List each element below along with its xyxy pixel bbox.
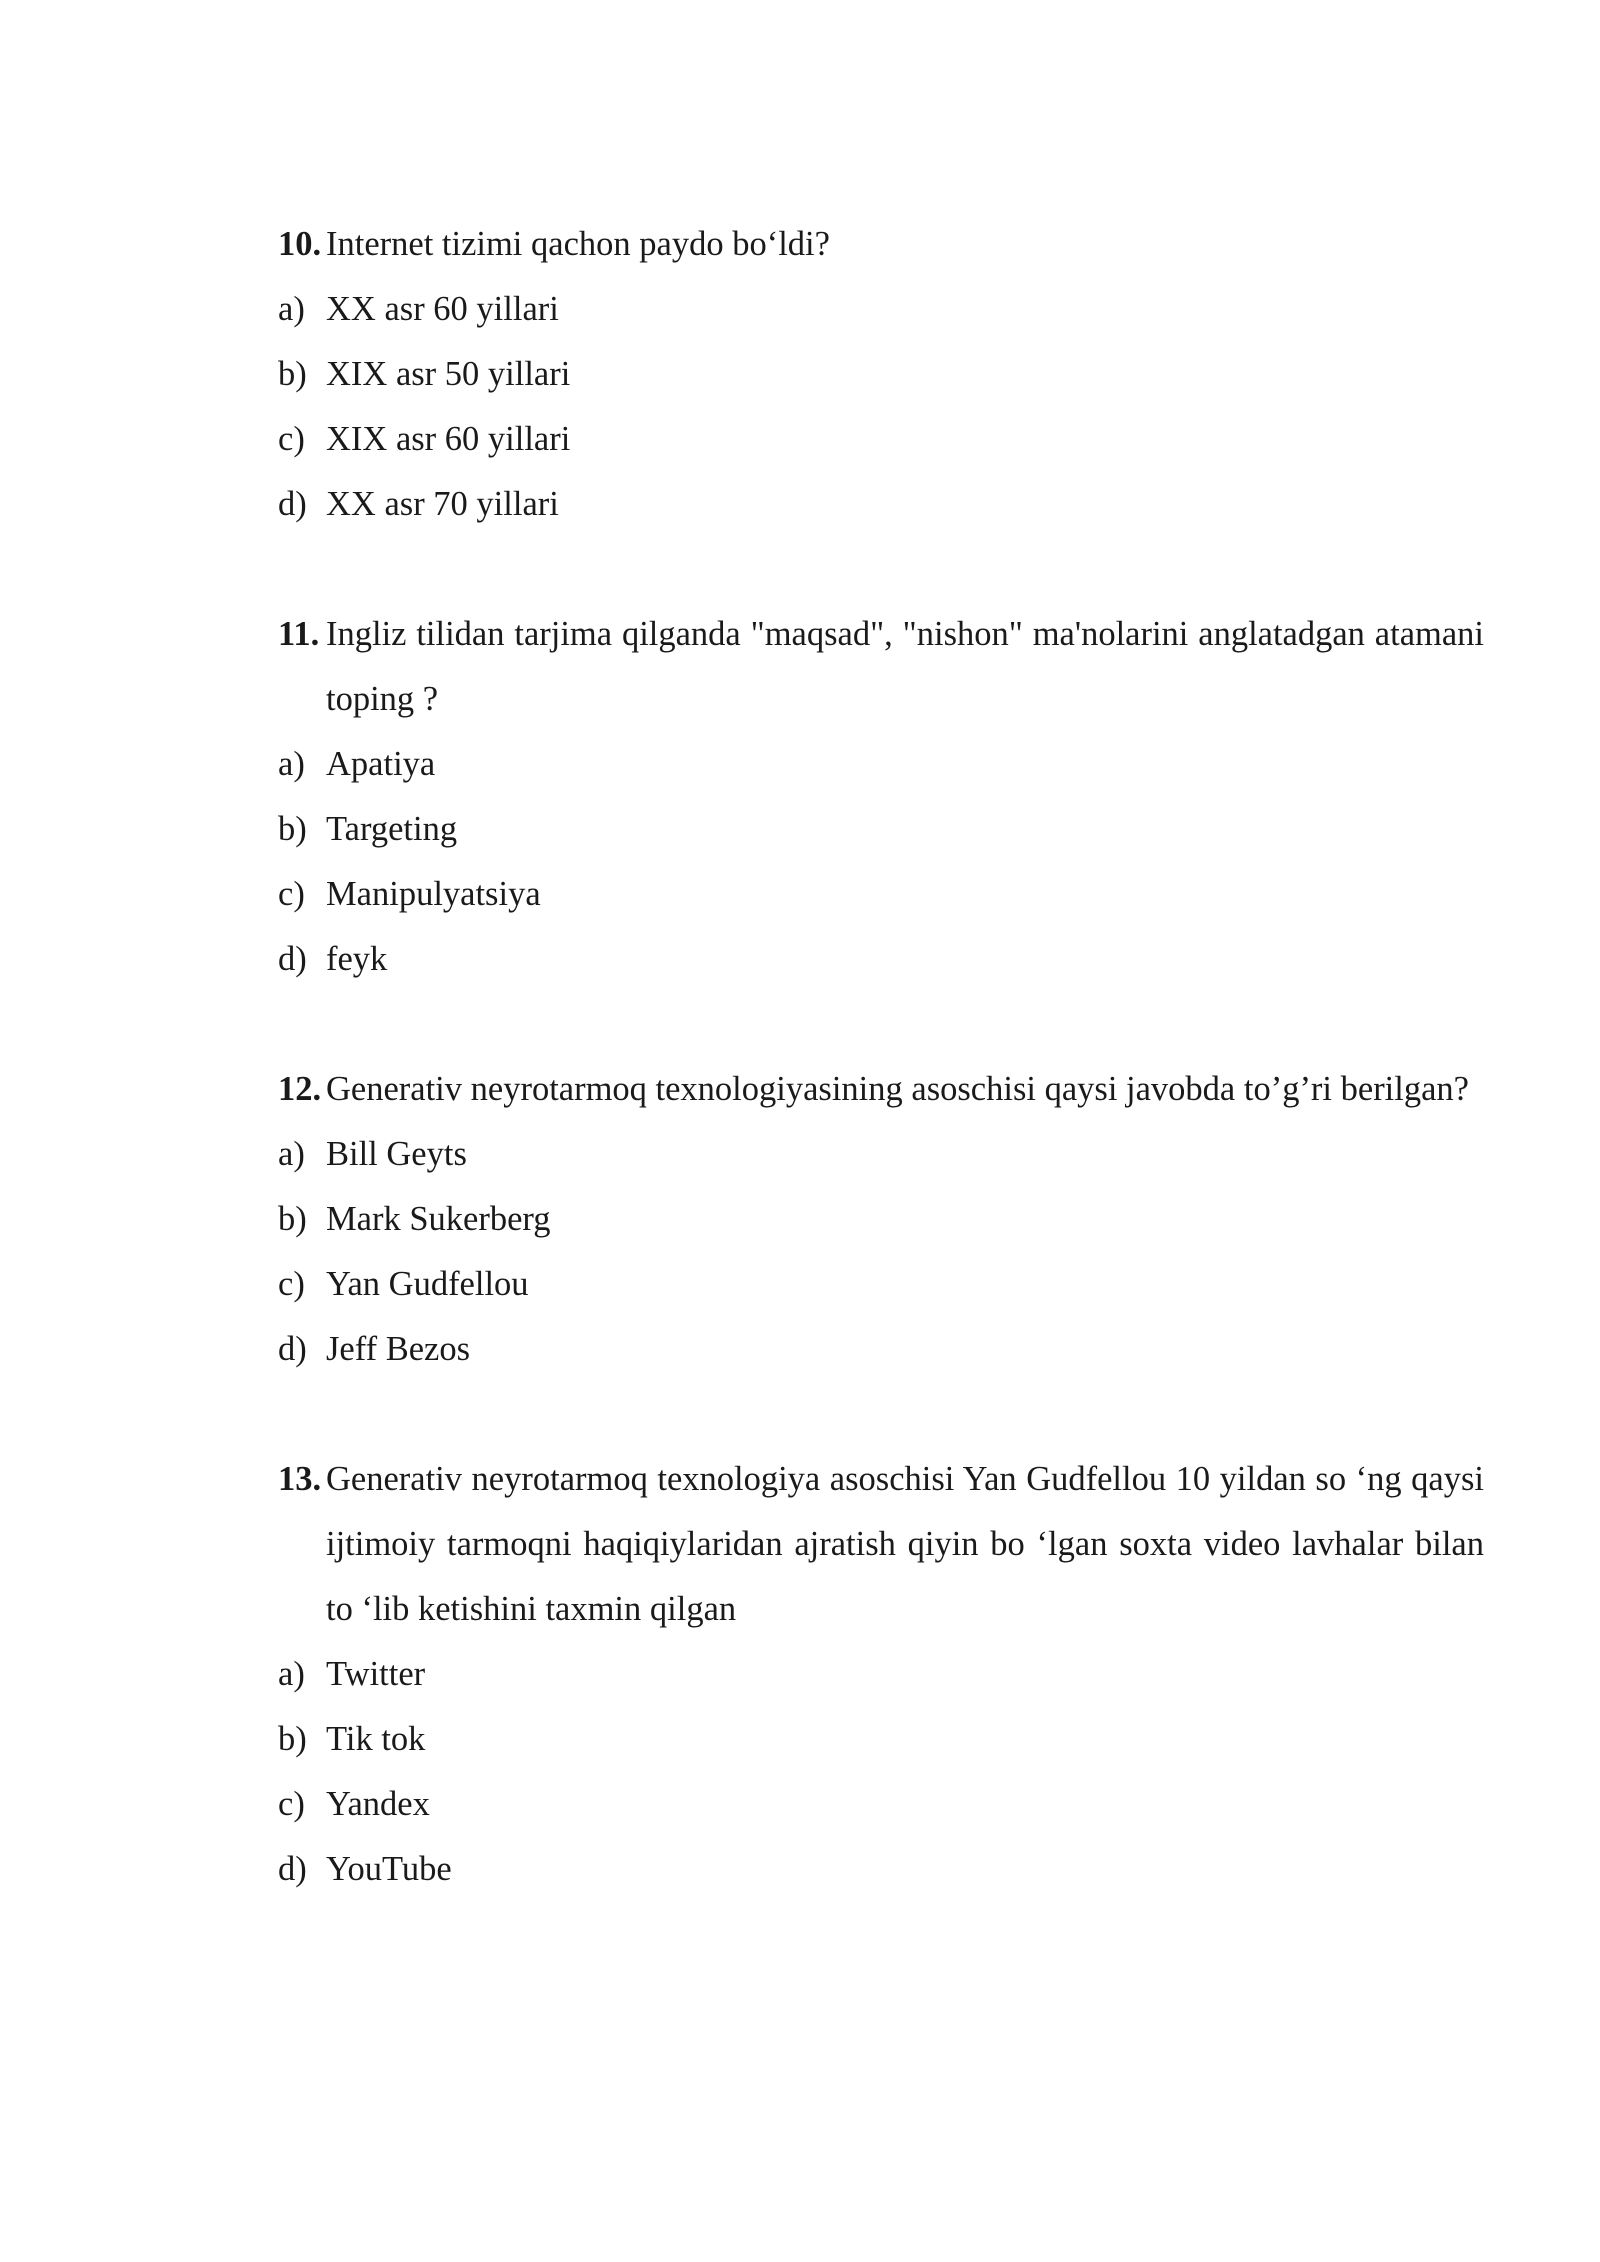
question-number: 12. xyxy=(278,1070,322,1108)
answer-option-c xyxy=(278,407,1484,472)
option-letter: a) xyxy=(278,1135,305,1173)
option-letter: c) xyxy=(278,1265,305,1303)
answer-option-b xyxy=(278,1187,1484,1252)
answer-option-d xyxy=(278,927,1484,992)
document-page xyxy=(278,212,1484,1967)
question-number: 10. xyxy=(278,225,322,263)
option-text: XIX asr 50 yillari xyxy=(326,355,571,393)
answer-option-a xyxy=(278,732,1484,797)
option-text: Jeff Bezos xyxy=(326,1330,471,1368)
option-text: Yan Gudfellou xyxy=(326,1265,529,1303)
answer-option-d xyxy=(278,1837,1484,1902)
answer-option-d xyxy=(278,472,1484,537)
option-letter: b) xyxy=(278,1720,307,1758)
option-letter: d) xyxy=(278,1330,307,1368)
answer-option-b xyxy=(278,342,1484,407)
question-header xyxy=(278,602,1484,732)
option-text: Tik tok xyxy=(326,1720,426,1758)
option-text: XIX asr 60 yillari xyxy=(326,420,571,458)
question-13 xyxy=(278,1447,1484,1902)
option-letter: a) xyxy=(278,290,305,328)
option-text: Bill Geyts xyxy=(326,1135,467,1173)
question-text: Ingliz tilidan tarjima qilganda "maqsad", "nishon" ma'nolarini anglatadgan atamani toping ? xyxy=(326,615,1484,718)
option-letter: c) xyxy=(278,1785,305,1823)
option-text: Targeting xyxy=(326,810,458,848)
option-letter: d) xyxy=(278,940,307,978)
answer-option-d xyxy=(278,1317,1484,1382)
question-header xyxy=(278,212,1484,277)
question-12 xyxy=(278,1057,1484,1382)
option-letter: a) xyxy=(278,745,305,783)
question-header xyxy=(278,1447,1484,1642)
option-letter: d) xyxy=(278,1850,307,1888)
option-text: XX asr 60 yillari xyxy=(326,290,559,328)
answer-option-a xyxy=(278,1642,1484,1707)
option-text: Apatiya xyxy=(326,745,436,783)
option-letter: c) xyxy=(278,875,305,913)
option-text: YouTube xyxy=(326,1850,452,1888)
option-text: Mark Sukerberg xyxy=(326,1200,551,1238)
option-text: Twitter xyxy=(326,1655,426,1693)
option-text: Manipulyatsiya xyxy=(326,875,541,913)
answer-option-a xyxy=(278,277,1484,342)
question-text: Internet tizimi qachon paydo bo‘ldi? xyxy=(326,225,830,263)
option-letter: a) xyxy=(278,1655,305,1693)
answer-option-c xyxy=(278,1252,1484,1317)
question-text: Generativ neyrotarmoq texnologiya asoschisi Yan Gudfellou 10 yildan so ‘ng qaysi ijtimoiy tarmoqni haqiqiylaridan ajratish qiyin bo ‘lgan soxta video lavhalar bilan to ‘lib ketishini taxmin qilgan xyxy=(326,1460,1484,1628)
option-letter: c) xyxy=(278,420,305,458)
question-11 xyxy=(278,602,1484,992)
question-number: 11. xyxy=(278,615,320,653)
answer-option-b xyxy=(278,1707,1484,1772)
answer-option-c xyxy=(278,862,1484,927)
question-10 xyxy=(278,212,1484,537)
answer-option-b xyxy=(278,797,1484,862)
answer-option-c xyxy=(278,1772,1484,1837)
option-letter: b) xyxy=(278,355,307,393)
answer-option-a xyxy=(278,1122,1484,1187)
question-header xyxy=(278,1057,1484,1122)
option-text: feyk xyxy=(326,940,388,978)
option-text: Yandex xyxy=(326,1785,430,1823)
question-text: Generativ neyrotarmoq texnologiyasining asoschisi qaysi javobda to’g’ri berilgan? xyxy=(326,1070,1469,1108)
option-letter: b) xyxy=(278,810,307,848)
option-letter: b) xyxy=(278,1200,307,1238)
option-letter: d) xyxy=(278,485,307,523)
question-number: 13. xyxy=(278,1460,322,1498)
option-text: XX asr 70 yillari xyxy=(326,485,559,523)
